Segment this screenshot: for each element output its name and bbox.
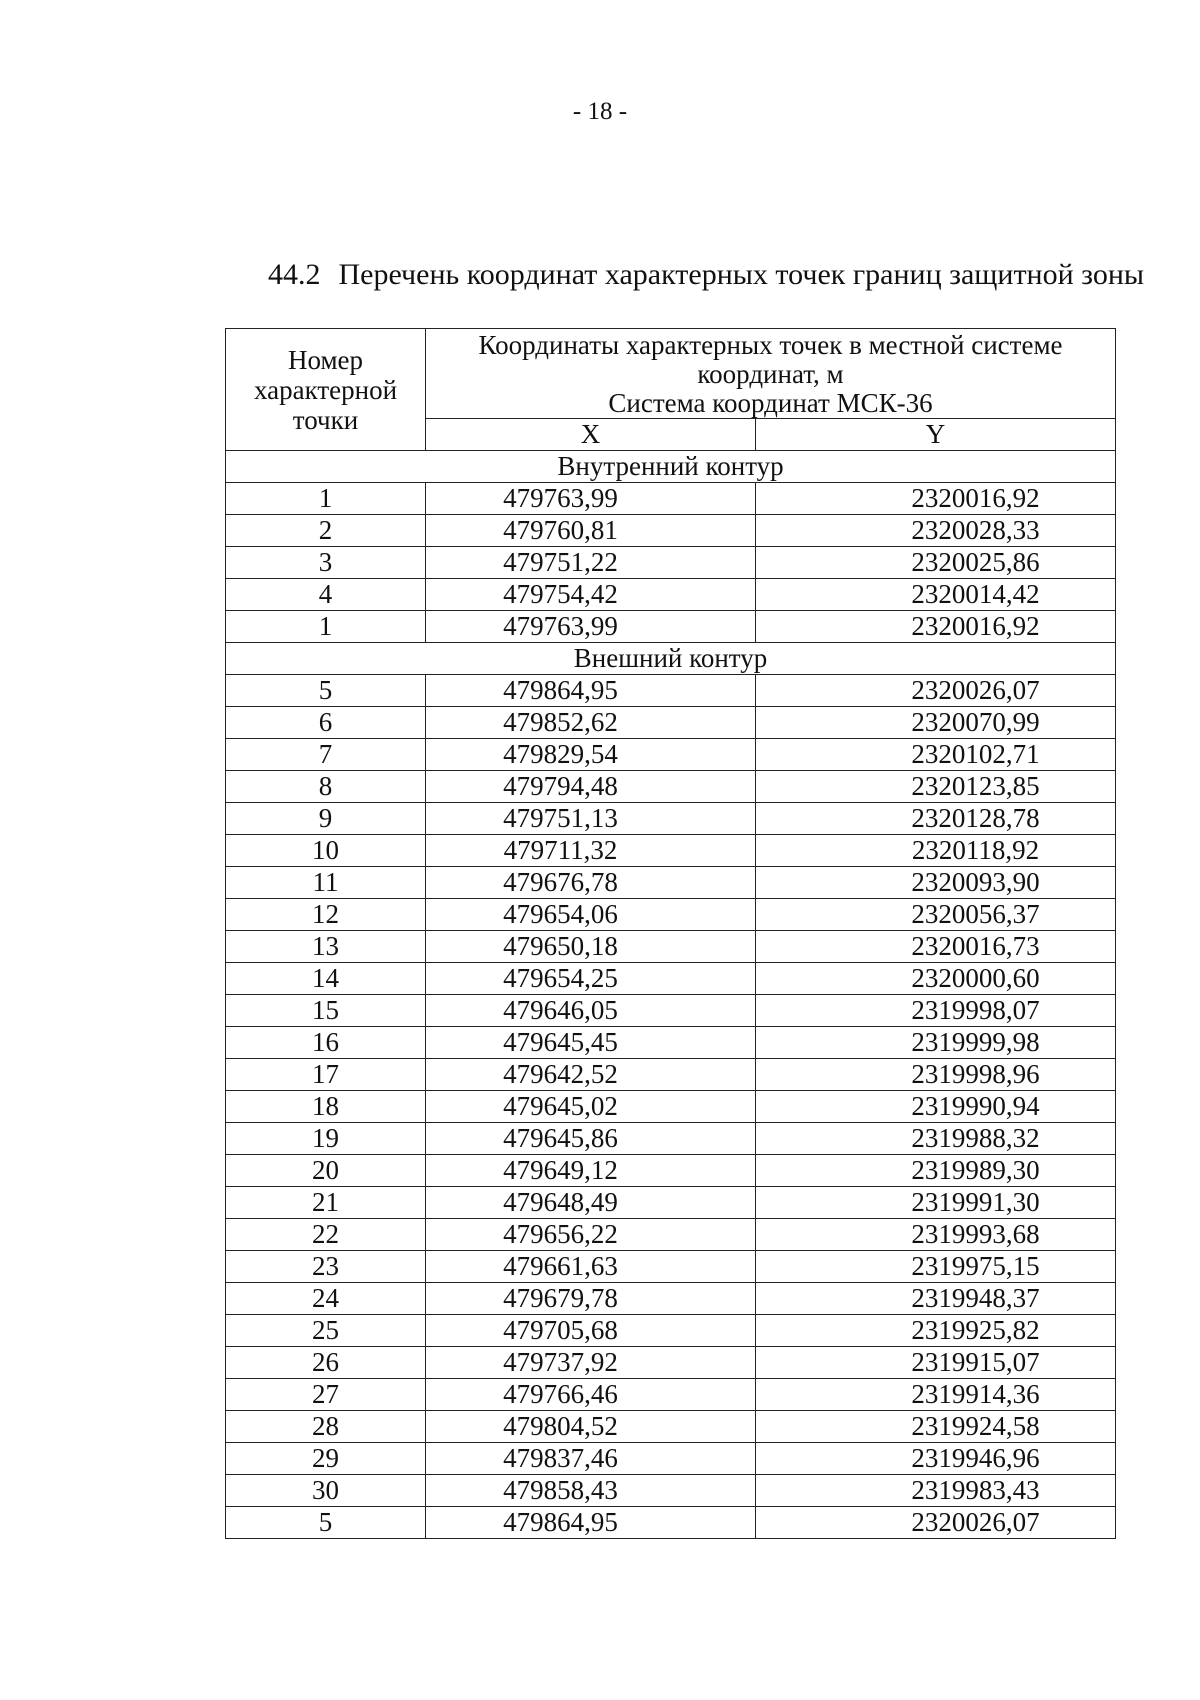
x-coordinate-cell: 479648,49 xyxy=(426,1187,756,1219)
x-coordinate-cell: 479654,25 xyxy=(426,963,756,995)
y-coordinate-cell: 2319983,43 xyxy=(756,1475,1116,1507)
x-coordinate-cell: 479650,18 xyxy=(426,931,756,963)
section-row xyxy=(226,451,1116,483)
table-row xyxy=(226,675,1116,707)
x-coordinate-cell: 479760,81 xyxy=(426,515,756,547)
y-coordinate-cell: 2319915,07 xyxy=(756,1347,1116,1379)
section-title-cell: Внутренний контур xyxy=(226,451,1116,483)
y-coordinate-cell: 2319990,94 xyxy=(756,1091,1116,1123)
y-coordinate-cell: 2320128,78 xyxy=(756,803,1116,835)
y-coordinate-cell: 2320016,92 xyxy=(756,611,1116,643)
y-coordinate-cell: 2319924,58 xyxy=(756,1411,1116,1443)
y-column-header: Y xyxy=(756,419,1116,451)
point-number-cell: 27 xyxy=(226,1379,426,1411)
y-coordinate-cell: 2320025,86 xyxy=(756,547,1116,579)
y-coordinate-cell: 2320123,85 xyxy=(756,771,1116,803)
point-number-cell: 18 xyxy=(226,1091,426,1123)
point-number-cell: 5 xyxy=(226,1507,426,1539)
point-number-cell: 11 xyxy=(226,867,426,899)
table-row xyxy=(226,1443,1116,1475)
point-number-cell: 10 xyxy=(226,835,426,867)
table-row xyxy=(226,483,1116,515)
x-coordinate-cell: 479864,95 xyxy=(426,675,756,707)
x-coordinate-cell: 479864,95 xyxy=(426,1507,756,1539)
table-row xyxy=(226,931,1116,963)
point-header-line: характерной xyxy=(253,374,398,405)
point-number-cell: 1 xyxy=(226,611,426,643)
y-coordinate-cell: 2319998,07 xyxy=(756,995,1116,1027)
y-coordinate-cell: 2320028,33 xyxy=(756,515,1116,547)
point-number-cell: 9 xyxy=(226,803,426,835)
y-coordinate-cell: 2319993,68 xyxy=(756,1219,1116,1251)
x-coordinate-cell: 479737,92 xyxy=(426,1347,756,1379)
point-number-cell: 28 xyxy=(226,1411,426,1443)
table-row xyxy=(226,1507,1116,1539)
table-row xyxy=(226,1379,1116,1411)
y-coordinate-cell: 2319988,32 xyxy=(756,1123,1116,1155)
table-row xyxy=(226,1347,1116,1379)
x-coordinate-cell: 479705,68 xyxy=(426,1315,756,1347)
point-number-cell: 24 xyxy=(226,1283,426,1315)
x-coordinate-cell: 479661,63 xyxy=(426,1251,756,1283)
page-number: - 18 - xyxy=(572,98,628,125)
y-coordinate-cell: 2320026,07 xyxy=(756,1507,1116,1539)
table-row xyxy=(226,1091,1116,1123)
x-coordinate-cell: 479676,78 xyxy=(426,867,756,899)
table-body xyxy=(226,451,1116,1539)
table-row xyxy=(226,867,1116,899)
x-coordinate-cell: 479763,99 xyxy=(426,611,756,643)
x-coordinate-cell: 479645,45 xyxy=(426,1027,756,1059)
y-coordinate-cell: 2319914,36 xyxy=(756,1379,1116,1411)
point-number-cell: 13 xyxy=(226,931,426,963)
y-coordinate-cell: 2319975,15 xyxy=(756,1251,1116,1283)
x-coordinate-cell: 479642,52 xyxy=(426,1059,756,1091)
point-number-header xyxy=(226,329,426,451)
point-number-cell: 12 xyxy=(226,899,426,931)
x-coordinate-cell: 479649,12 xyxy=(426,1155,756,1187)
x-coordinate-cell: 479646,05 xyxy=(426,995,756,1027)
point-number-cell: 21 xyxy=(226,1187,426,1219)
table-row xyxy=(226,1155,1116,1187)
x-coordinate-cell: 479852,62 xyxy=(426,707,756,739)
point-number-cell: 25 xyxy=(226,1315,426,1347)
point-number-cell: 20 xyxy=(226,1155,426,1187)
x-coordinate-cell: 479763,99 xyxy=(426,483,756,515)
table-row xyxy=(226,1475,1116,1507)
y-coordinate-cell: 2319999,98 xyxy=(756,1027,1116,1059)
x-coordinate-cell: 479645,02 xyxy=(426,1091,756,1123)
x-coordinate-cell: 479829,54 xyxy=(426,739,756,771)
point-number-cell: 29 xyxy=(226,1443,426,1475)
x-coordinate-cell: 479645,86 xyxy=(426,1123,756,1155)
point-number-cell: 7 xyxy=(226,739,426,771)
table-row xyxy=(226,707,1116,739)
point-number-cell: 5 xyxy=(226,675,426,707)
x-coordinate-cell: 479654,06 xyxy=(426,899,756,931)
table-row xyxy=(226,579,1116,611)
table-row xyxy=(226,1027,1116,1059)
table-row xyxy=(226,1059,1116,1091)
point-number-cell: 6 xyxy=(226,707,426,739)
y-coordinate-cell: 2319925,82 xyxy=(756,1315,1116,1347)
y-coordinate-cell: 2320016,73 xyxy=(756,931,1116,963)
y-coordinate-cell: 2320093,90 xyxy=(756,867,1116,899)
table-row xyxy=(226,899,1116,931)
x-coordinate-cell: 479711,32 xyxy=(426,835,756,867)
y-coordinate-cell: 2319989,30 xyxy=(756,1155,1116,1187)
x-coordinate-cell: 479858,43 xyxy=(426,1475,756,1507)
x-coordinate-cell: 479754,42 xyxy=(426,579,756,611)
table-row xyxy=(226,803,1116,835)
section-row xyxy=(226,643,1116,675)
section-number: 44.2 xyxy=(268,258,321,291)
point-number-cell: 30 xyxy=(226,1475,426,1507)
point-number-cell: 26 xyxy=(226,1347,426,1379)
point-number-cell: 15 xyxy=(226,995,426,1027)
section-title: Перечень координат характерных точек границ защитной зоны xyxy=(338,258,1145,291)
table-row xyxy=(226,995,1116,1027)
y-coordinate-cell: 2319948,37 xyxy=(756,1283,1116,1315)
y-coordinate-cell: 2320026,07 xyxy=(756,675,1116,707)
table-row xyxy=(226,1315,1116,1347)
x-coordinate-cell: 479766,46 xyxy=(426,1379,756,1411)
table-header xyxy=(226,329,1116,451)
coordinates-header xyxy=(426,329,1116,419)
section-title-cell: Внешний контур xyxy=(226,643,1116,675)
coords-header-line: координат, м xyxy=(697,359,844,389)
point-number-cell: 1 xyxy=(226,483,426,515)
point-number-cell: 16 xyxy=(226,1027,426,1059)
point-number-cell: 3 xyxy=(226,547,426,579)
y-coordinate-cell: 2320056,37 xyxy=(756,899,1116,931)
y-coordinate-cell: 2320070,99 xyxy=(756,707,1116,739)
coords-header-line: Система координат МСК-36 xyxy=(608,388,933,418)
table-row xyxy=(226,771,1116,803)
y-coordinate-cell: 2319998,96 xyxy=(756,1059,1116,1091)
x-coordinate-cell: 479804,52 xyxy=(426,1411,756,1443)
point-number-cell: 8 xyxy=(226,771,426,803)
table-row xyxy=(226,1219,1116,1251)
table-row xyxy=(226,1411,1116,1443)
y-coordinate-cell: 2320014,42 xyxy=(756,579,1116,611)
x-coordinate-cell: 479751,22 xyxy=(426,547,756,579)
y-coordinate-cell: 2319946,96 xyxy=(756,1443,1116,1475)
table-row xyxy=(226,611,1116,643)
x-coordinate-cell: 479794,48 xyxy=(426,771,756,803)
point-number-cell: 17 xyxy=(226,1059,426,1091)
table-row xyxy=(226,547,1116,579)
y-coordinate-cell: 2320118,92 xyxy=(756,835,1116,867)
x-coordinate-cell: 479679,78 xyxy=(426,1283,756,1315)
coordinates-table xyxy=(225,328,1116,1539)
point-number-cell: 2 xyxy=(226,515,426,547)
point-number-cell: 22 xyxy=(226,1219,426,1251)
table-row xyxy=(226,515,1116,547)
y-coordinate-cell: 2319991,30 xyxy=(756,1187,1116,1219)
table-row xyxy=(226,739,1116,771)
y-coordinate-cell: 2320000,60 xyxy=(756,963,1116,995)
table-row xyxy=(226,1251,1116,1283)
table-row xyxy=(226,1283,1116,1315)
coords-header-line: Координаты характерных точек в местной системе xyxy=(478,330,1063,360)
point-header-line: точки xyxy=(292,404,359,435)
x-coordinate-cell: 479656,22 xyxy=(426,1219,756,1251)
x-coordinate-cell: 479837,46 xyxy=(426,1443,756,1475)
point-number-cell: 14 xyxy=(226,963,426,995)
table-row xyxy=(226,963,1116,995)
point-number-cell: 23 xyxy=(226,1251,426,1283)
point-number-cell: 4 xyxy=(226,579,426,611)
x-column-header: X xyxy=(426,419,756,451)
y-coordinate-cell: 2320102,71 xyxy=(756,739,1116,771)
table-row xyxy=(226,835,1116,867)
table-row xyxy=(226,1123,1116,1155)
y-coordinate-cell: 2320016,92 xyxy=(756,483,1116,515)
point-number-cell: 19 xyxy=(226,1123,426,1155)
x-coordinate-cell: 479751,13 xyxy=(426,803,756,835)
table-row xyxy=(226,1187,1116,1219)
point-header-line: Номер xyxy=(287,344,364,375)
section-heading xyxy=(268,258,1144,292)
